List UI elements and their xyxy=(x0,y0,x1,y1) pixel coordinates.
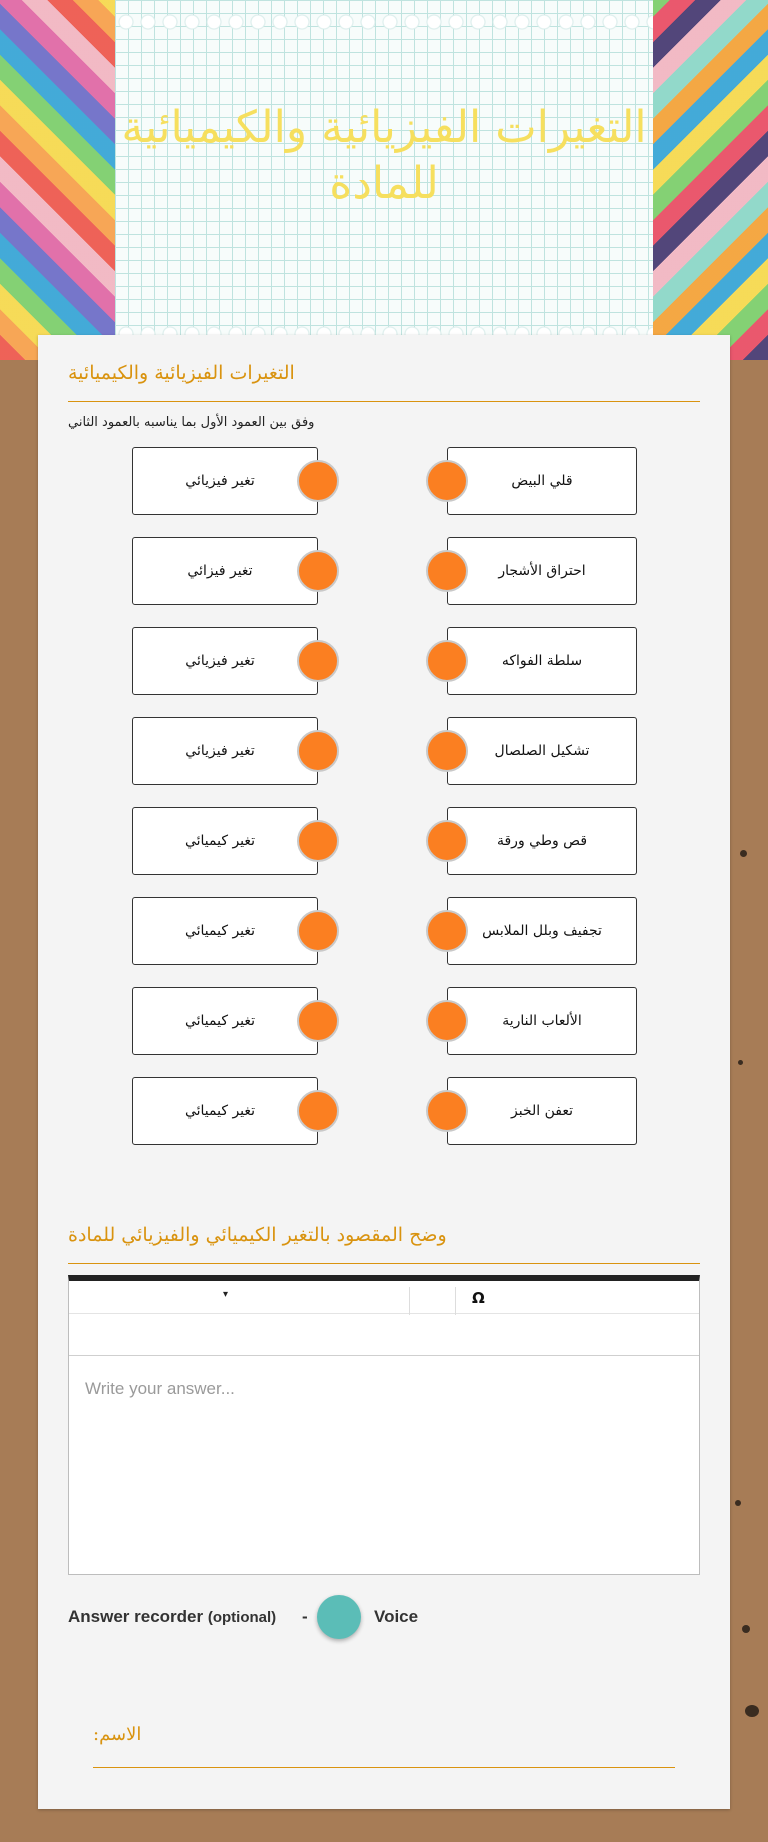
header-banner xyxy=(0,0,768,360)
answer-editor[interactable] xyxy=(68,1275,700,1575)
match-right-item[interactable]: قص وطي ورقة xyxy=(447,807,637,875)
section-divider xyxy=(68,1263,700,1264)
worksheet-title: التغيرات الفيزيائية والكيميائية للمادة xyxy=(121,102,647,209)
section-divider xyxy=(68,401,700,402)
recorder-optional-text: (optional) xyxy=(207,1609,277,1626)
match-left-connector-dot[interactable] xyxy=(297,820,339,862)
match-left-item[interactable]: تغير كيميائي xyxy=(132,897,318,965)
format-dropdown-caret-icon[interactable]: ▾ xyxy=(223,1289,229,1300)
worksheet-card xyxy=(38,335,730,1809)
recorder-dash: - xyxy=(302,1607,308,1626)
match-left-connector-dot[interactable] xyxy=(297,550,339,592)
match-left-item[interactable]: تغير فيزائي xyxy=(132,537,318,605)
cork-spot xyxy=(740,850,747,857)
match-right-connector-dot[interactable] xyxy=(426,460,468,502)
match-right-item[interactable]: الألعاب النارية xyxy=(447,987,637,1055)
match-left-item[interactable]: تغير فيزيائي xyxy=(132,627,318,695)
answer-recorder xyxy=(68,1595,700,1641)
answer-textarea-placeholder[interactable]: Write your answer... xyxy=(85,1379,235,1398)
match-left-item[interactable]: تغير كيميائي xyxy=(132,807,318,875)
record-voice-button[interactable] xyxy=(317,1595,361,1639)
voice-label: Voice xyxy=(374,1607,419,1626)
answer-recorder-label xyxy=(68,1607,276,1627)
recorder-label-text: Answer recorder xyxy=(68,1607,204,1626)
match-right-connector-dot[interactable] xyxy=(426,730,468,772)
toolbar-separator xyxy=(455,1287,456,1315)
match-left-item[interactable]: تغير كيميائي xyxy=(132,1077,318,1145)
match-left-connector-dot[interactable] xyxy=(297,1000,339,1042)
essay-question-title: وضح المقصود بالتغير الكيميائي والفيزيائي للمادة xyxy=(68,1224,447,1246)
notebook-holes-top xyxy=(115,14,653,30)
match-right-item[interactable]: سلطة الفواكه xyxy=(447,627,637,695)
special-characters-button[interactable]: Ω xyxy=(472,1289,485,1307)
match-right-item[interactable]: احتراق الأشجار xyxy=(447,537,637,605)
match-left-connector-dot[interactable] xyxy=(297,460,339,502)
cork-spot xyxy=(745,1705,759,1717)
match-right-connector-dot[interactable] xyxy=(426,1090,468,1132)
match-right-connector-dot[interactable] xyxy=(426,1000,468,1042)
cork-spot xyxy=(738,1060,743,1065)
match-right-item[interactable]: تعفن الخبز xyxy=(447,1077,637,1145)
match-left-item[interactable]: تغير فيزيائي xyxy=(132,447,318,515)
match-right-connector-dot[interactable] xyxy=(426,910,468,952)
match-right-item[interactable]: قلي البيض xyxy=(447,447,637,515)
match-left-connector-dot[interactable] xyxy=(297,1090,339,1132)
name-field-input-line[interactable] xyxy=(93,1767,675,1768)
match-left-item[interactable]: تغير كيميائي xyxy=(132,987,318,1055)
match-left-connector-dot[interactable] xyxy=(297,730,339,772)
match-right-item[interactable]: تجفيف وبلل الملابس xyxy=(447,897,637,965)
match-left-connector-dot[interactable] xyxy=(297,640,339,682)
match-right-connector-dot[interactable] xyxy=(426,550,468,592)
name-field-label: الاسم: xyxy=(93,1724,142,1745)
cork-spot xyxy=(742,1625,750,1633)
match-right-item[interactable]: تشكيل الصلصال xyxy=(447,717,637,785)
match-left-connector-dot[interactable] xyxy=(297,910,339,952)
matching-section-title: التغيرات الفيزيائية والكيميائية xyxy=(68,362,295,384)
match-right-connector-dot[interactable] xyxy=(426,640,468,682)
toolbar-separator xyxy=(409,1287,410,1315)
match-right-connector-dot[interactable] xyxy=(426,820,468,862)
match-left-item[interactable]: تغير فيزيائي xyxy=(132,717,318,785)
matching-instruction: وفق بين العمود الأول بما يناسبه بالعمود الثاني xyxy=(68,415,315,430)
toolbar-bottom-border xyxy=(69,1355,699,1356)
cork-spot xyxy=(735,1500,741,1506)
editor-toolbar xyxy=(69,1281,699,1314)
